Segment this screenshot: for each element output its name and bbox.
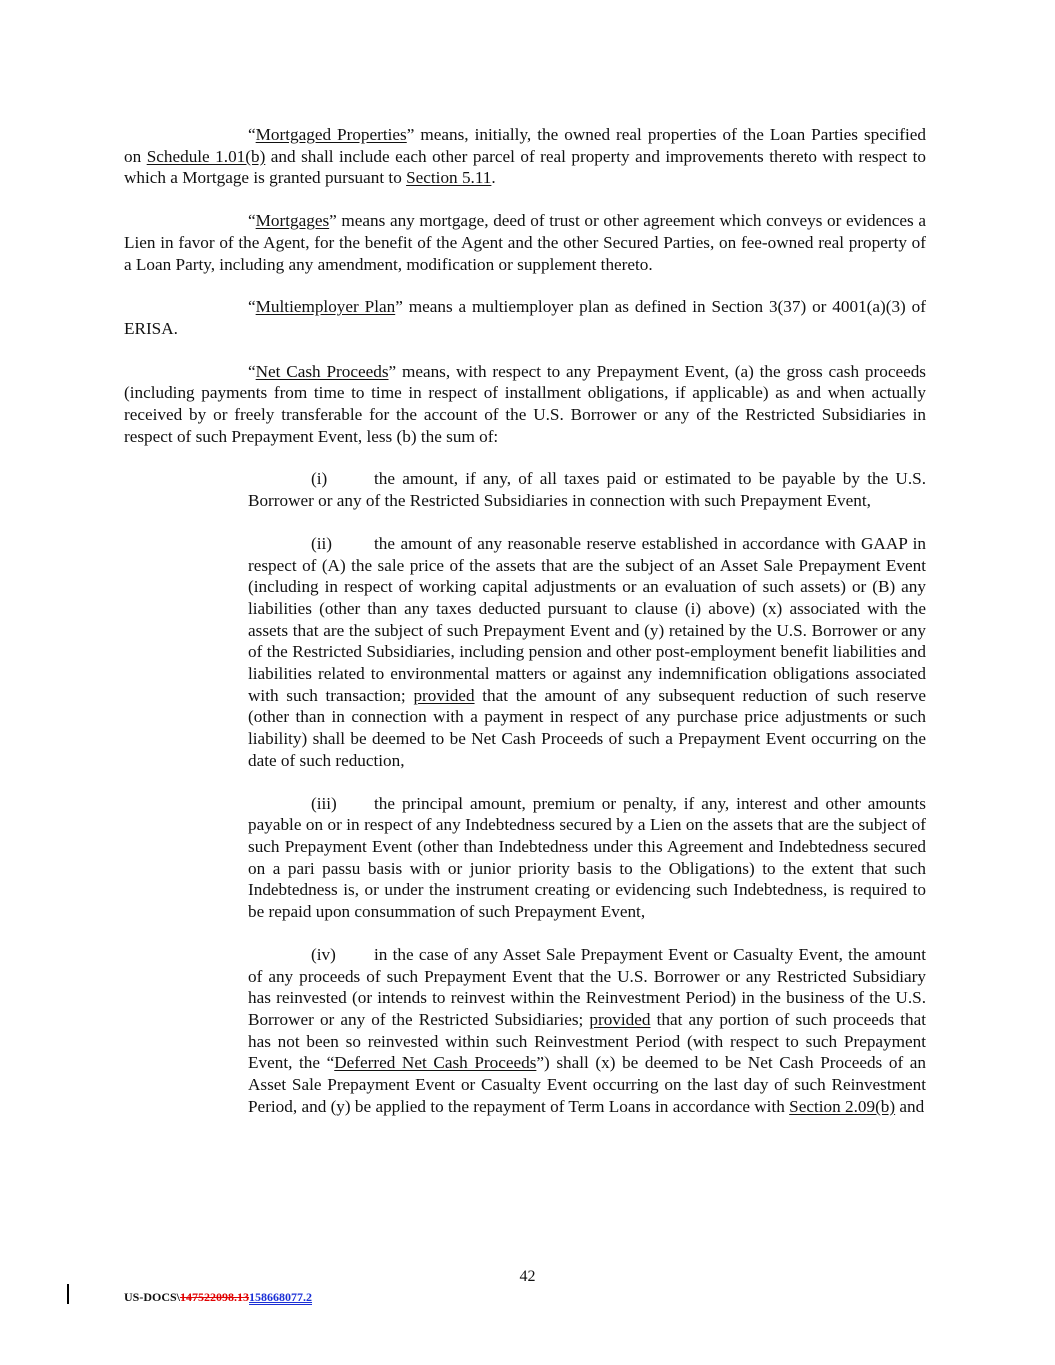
defined-term: Mortgaged Properties	[255, 125, 407, 144]
inserted-doc-number: 158668077.2	[249, 1290, 313, 1304]
clause-i: (i) the amount, if any, of all taxes paid or estimated to be payable by the U.S. Borrower or any of the Restricted Subsidiaries in connection with such Prepayment Event,	[248, 469, 926, 511]
defined-term: Mortgages	[255, 211, 330, 231]
clause-number: (i)	[311, 469, 328, 489]
defined-term: Deferred Net Cash Proceeds	[334, 1053, 537, 1073]
definition-mortgaged-properties: “Mortgaged Properties” means, initially, the owned real properties of the Loan Parties specified on Schedule 1.01(b) and shall include each other parcel of real property and improvements thereto with respect to which a Mortgage is granted pursuant to Section 5.11.	[124, 125, 927, 188]
defined-term: Net Cash Proceeds	[255, 361, 389, 381]
clause-iv: (iv) in the case of any Asset Sale Prepayment Event or Casualty Event, the amount of any proceeds of such Prepayment Event that the U.S. Borrower or any Restricted Subsidiary has reinvested (or intends to reinvest within the Reinvestment Period) in the business of the U.S. Borrower or any of the Restricted Subsidiaries; provided that any portion of such proceeds that has not been so reinvested within such Reinvestment Period (with respect to such Prepayment Event, the “Deferred Net Cash Proceeds”) shall (x) be deemed to be Net Cash Proceeds of an Asset Sale Prepayment Event or Casualty Event occurring on the last day of such Reinvestment Period, and (y) be applied to the repayment of Term Loans in accordance with Section 2.09(b) and	[248, 944, 927, 1116]
document-body	[124, 124, 926, 1138]
clause-number: (ii)	[311, 533, 332, 553]
defined-term: Multiemployer Plan	[255, 297, 396, 317]
change-bar	[67, 1284, 69, 1304]
clause-number: (iii)	[311, 793, 337, 813]
proviso-term: provided	[413, 685, 475, 705]
definition-mortgages: “Mortgages” means any mortgage, deed of trust or other agreement which conveys or evidences a Lien in favor of the Agent, for the benefit of the Agent and the other Secured Parties, on fee-owned real property of a Loan Party, including any amendment, modification or supplement thereto.	[124, 211, 926, 274]
cross-reference: Schedule 1.01(b)	[146, 146, 266, 166]
clause-iii: (iii) the principal amount, premium or penalty, if any, interest and other amounts payable on or in respect of any Indebtedness secured by a Lien on the assets that are the subject of such Prepayment Event (other than Indebtedness under this Agreement and Indebtedness secured on a pari passu basis with or junior priority basis to the Obligations) to the extent that such Indebtedness is, or under the instrument creating or evidencing such Indebtedness, is required to be repaid upon consummation of such Prepayment Event,	[248, 793, 926, 922]
definition-multiemployer-plan: “Multiemployer Plan” means a multiemployer plan as defined in Section 3(37) or 4001(a)(3) of ERISA.	[124, 297, 926, 338]
clause-number: (iv)	[311, 944, 336, 964]
definition-net-cash-proceeds: “Net Cash Proceeds” means, with respect to any Prepayment Event, (a) the gross cash proceeds (including payments from time to time in respect of installment obligations, if applicable) as and when actually received by or freely transferable for the account of the U.S. Borrower or any of the Restricted Subsidiaries in respect of such Prepayment Event, less (b) the sum of:	[124, 361, 926, 446]
page-number: 42	[519, 1268, 536, 1285]
deleted-doc-number: 147522098.13	[180, 1290, 250, 1304]
document-id: US-DOCS\147522098.13158668077.2	[124, 1290, 313, 1304]
clause-ii: (ii) the amount of any reasonable reserve established in accordance with GAAP in respect of (A) the sale price of the assets that are the subject of an Asset Sale Prepayment Event (including in respect of working capital adjustments or an evaluation of such assets) or (B) any liabilities (other than any taxes deducted pursuant to clause (i) above) (x) associated with the assets that are the subject of such Prepayment Event and (y) retained by the U.S. Borrower or any of the Restricted Subsidiaries, including pension and other post-employment benefit liabilities and liabilities related to environmental matters or against any indemnification obligations associated with such transaction; provided that the amount of any subsequent reduction of such reserve (other than in connection with a payment in respect of any purchase price adjustments or such liability) shall be deemed to be Net Cash Proceeds of such a Prepayment Event occurring on the date of such reduction,	[248, 533, 926, 770]
cross-reference: Section 5.11	[406, 168, 492, 188]
cross-reference: Section 2.09(b)	[789, 1096, 896, 1116]
proviso-term: provided	[589, 1009, 651, 1029]
